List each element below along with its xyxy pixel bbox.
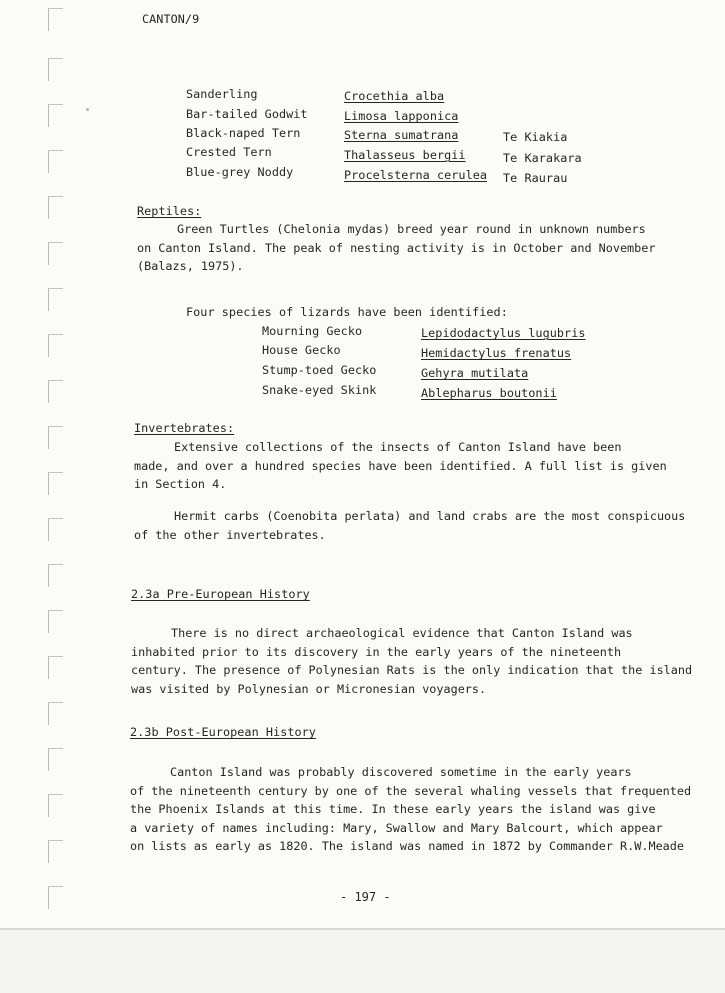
bird-common-name: Crested Tern — [186, 145, 272, 159]
text-line: in Section 4. — [134, 477, 227, 491]
punch-hole — [48, 196, 63, 219]
text-line: made, and over a hundred species have been identified. A full list is given — [134, 458, 667, 473]
bird-scientific-name: Sterna sumatrana — [344, 128, 459, 142]
text-line: of the other invertebrates. — [134, 527, 326, 542]
lizard-common-name: Mourning Gecko — [262, 324, 363, 338]
lizards-intro: Four species of lizards have been identified: — [186, 305, 508, 319]
invertebrates-paragraph — [134, 438, 667, 494]
text-line: Canton Island was probably discovered sometime in the early years — [170, 765, 632, 779]
crabs-paragraph — [134, 507, 685, 544]
section-heading-invertebrates: Invertebrates: — [134, 421, 235, 435]
punch-hole — [48, 472, 63, 495]
bird-scientific-name: Crocethia alba — [344, 89, 445, 103]
punch-hole — [48, 58, 63, 81]
text-line: of the nineteenth century by one of the several whaling vessels that frequented — [130, 783, 692, 798]
section-heading-pre-european: 2.3a Pre-European History — [131, 587, 310, 601]
lizard-scientific-name: Hemidactylus frenatus — [421, 346, 572, 360]
text-line: (Balazs, 1975). — [137, 259, 244, 273]
bird-scientific-name: Thalasseus bergii — [344, 148, 466, 162]
punch-hole — [48, 242, 63, 265]
punch-hole — [48, 610, 63, 633]
bird-scientific-name: Procelsterna cerulea — [344, 168, 488, 182]
bird-common-name: Blue-grey Noddy — [186, 165, 294, 179]
bird-local-name: Te Kiakia — [503, 130, 568, 144]
section-heading-reptiles: Reptiles: — [137, 204, 202, 218]
bird-local-name: Te Raurau — [503, 171, 568, 185]
page-header: CANTON/9 — [142, 12, 200, 26]
section-heading-post-european: 2.3b Post-European History — [130, 725, 316, 739]
punch-hole — [48, 702, 63, 725]
text-line: century. The presence of Polynesian Rats is the only indication that the island — [131, 663, 693, 677]
page-edge — [0, 928, 725, 930]
text-line: Extensive collections of the insects of Canton Island have been — [174, 440, 622, 454]
text-line: was visited by Polynesian or Micronesian voyagers. — [131, 681, 487, 696]
punch-hole — [48, 8, 63, 31]
text-line: There is no direct archaeological evidence that Canton Island was — [171, 626, 633, 640]
bird-common-name: Black-naped Tern — [186, 126, 301, 140]
punch-hole — [48, 150, 63, 173]
text-line: Hermit carbs (Coenobita perlata) and land crabs are the most conspicuous — [174, 509, 686, 523]
text-line: Green Turtles (Chelonia mydas) breed year round in unknown numbers — [177, 222, 646, 236]
bird-local-name: Te Karakara — [503, 151, 582, 165]
bird-common-name: Sanderling — [186, 87, 258, 101]
lizard-common-name: House Gecko — [262, 343, 341, 357]
punch-hole — [48, 426, 63, 449]
turtles-paragraph — [137, 220, 655, 276]
pre-european-paragraph — [131, 624, 692, 698]
post-european-paragraph — [130, 763, 691, 856]
lizard-scientific-name: Lepidodactylus lugubris — [421, 326, 586, 340]
binding-edge — [48, 0, 68, 930]
bird-common-name: Bar-tailed Godwit — [186, 107, 308, 121]
lizard-common-name: Stump-toed Gecko — [262, 363, 377, 377]
punch-hole — [48, 380, 63, 403]
bird-scientific-name: Limosa lapponica — [344, 109, 459, 123]
punch-hole — [48, 288, 63, 311]
text-line: on lists as early as 1820. The island was named in 1872 by Commander R.W.Meade — [130, 839, 684, 853]
punch-hole — [48, 886, 63, 909]
punch-hole — [48, 518, 63, 541]
punch-hole — [48, 104, 63, 127]
punch-hole — [48, 656, 63, 679]
lizard-common-name: Snake-eyed Skink — [262, 383, 377, 397]
punch-hole — [48, 334, 63, 357]
stray-mark — [86, 108, 89, 111]
lizard-scientific-name: Gehyra mutilata — [421, 366, 529, 380]
text-line: the Phoenix Islands at this time. In these early years the island was give — [130, 802, 656, 816]
punch-hole — [48, 794, 63, 817]
lizard-scientific-name: Ablepharus boutonii — [421, 386, 557, 400]
text-line: inhabited prior to its discovery in the early years of the nineteenth — [131, 644, 622, 659]
text-line: a variety of names including: Mary, Swallow and Mary Balcourt, which appear — [130, 820, 663, 835]
punch-hole — [48, 840, 63, 863]
page-number: - 197 - — [340, 890, 391, 904]
punch-hole — [48, 748, 63, 771]
text-line: on Canton Island. The peak of nesting activity is in October and November — [137, 240, 656, 255]
punch-hole — [48, 564, 63, 587]
